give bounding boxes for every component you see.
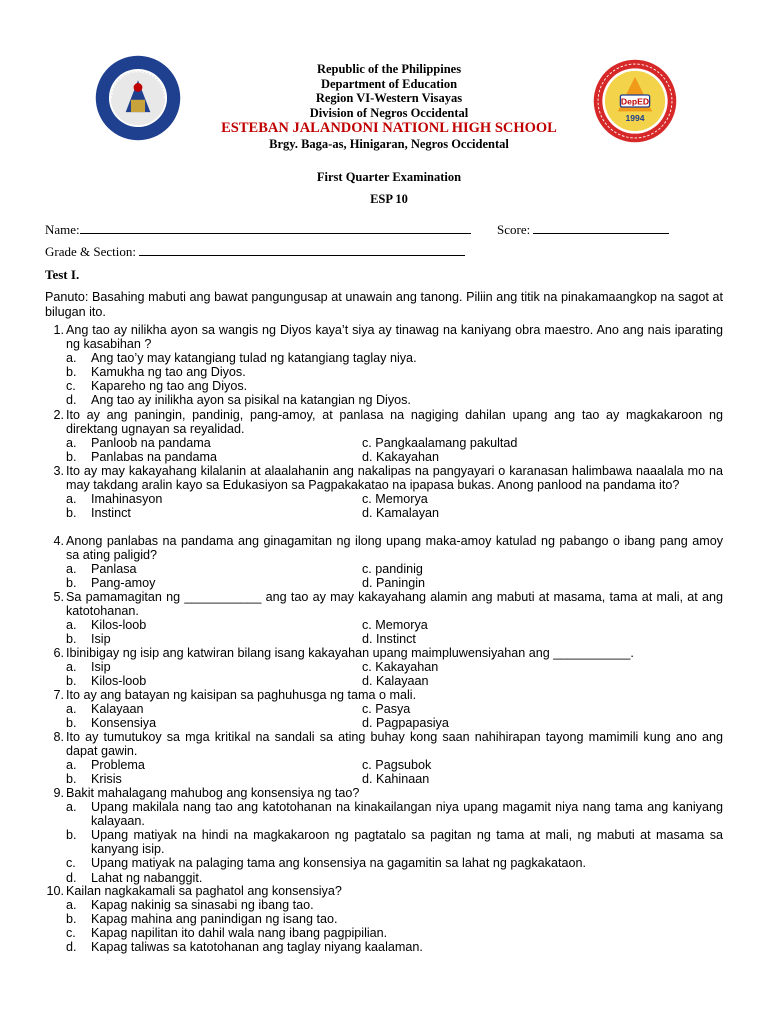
question-text: Anong panlabas na pandama ang ginagamitan ng ilong upang maka-amoy katulad ng pabango o ibang pang amoy sa ating paligid? [66,534,723,563]
choice-text: Problema [91,758,145,773]
choice-d[interactable] [66,393,723,407]
question-text: Ito ay ang paningin, pandinig, pang-amoy, at panlasa na nagiging dahilan upang ang tao ay magkakaroon ng direktang ugnayan sa reyalidad. [66,408,723,437]
choice-text: Instinct [91,506,131,521]
question-9 [53,786,723,885]
choice-letter: b. [66,772,77,787]
choice-text: Kalayaan [91,702,144,717]
choice-text: Kamalayan [376,506,440,521]
choice-text: Isip [91,632,111,647]
choice-text: Kapag napilitan ito dahil wala nang ibang pagpipilian. [91,926,388,941]
choice-letter: b. [66,506,77,521]
choice-text: Pangkaalamang pakultad [375,436,518,451]
question-4 [53,534,723,591]
choice-text: Kamukha ng tao ang Diyos. [91,365,246,380]
choice-a[interactable] [66,618,146,632]
choice-text: Pagpapasiya [376,716,449,731]
choice-letter: d. [362,506,373,521]
choice-b[interactable] [66,828,723,856]
region-line: Region VI-Western Visayas [315,91,463,105]
choice-text: Imahinasyon [91,492,163,507]
division-line: Division of Negros Occidental [309,105,469,120]
choice-text: Krisis [91,772,122,787]
choice-b[interactable] [66,716,156,730]
choice-text: Kakayahan [375,660,439,675]
choice-letter: a. [66,898,77,913]
choice-text: Pang-amoy [91,576,156,591]
choice-letter: a. [66,660,77,675]
choice-a[interactable] [66,436,211,450]
choice-c[interactable] [362,758,431,772]
choice-letter: d. [66,393,77,408]
name-label: Name: [45,222,80,237]
choice-text: Ang tao ay inilikha ayon sa pisikal na katangian ng Diyos. [91,393,411,408]
question-text: Bakit mahalagang mahubog ang konsensiya ng tao? [66,786,360,800]
grade-section-label: Grade & Section: [45,244,136,259]
school-seal-center-text: DepED [620,96,650,107]
question-number: 5. [53,590,64,604]
choice-a[interactable] [66,758,145,772]
choice-a[interactable] [66,351,723,365]
choice-text: Ang tao’y may katangiang tulad ng katangiang taglay niya. [91,351,417,366]
question-number: 8. [53,730,64,744]
choice-letter: d. [362,576,373,591]
choice-b[interactable] [66,772,122,786]
question-text: Ito ay ang batayan ng kaisipan sa paghuhusga ng tama o mali. [66,688,417,702]
question-number: 4. [53,534,64,548]
choice-text: Kapag mahina ang panindigan ng isang tao. [91,912,338,927]
choice-letter: b. [66,674,77,689]
choice-a[interactable] [66,660,111,674]
question-number: 2. [53,408,64,422]
exam-title: First Quarter Examination [316,170,462,184]
choice-text: Pasya [375,702,411,717]
choice-letter: d. [362,632,373,647]
question-number: 3. [53,464,64,478]
choice-letter: a. [66,800,77,815]
choice-text: Kalayaan [376,674,429,689]
choice-text: Upang matiyak na palaging tama ang konsensiya na gagamitin sa lahat ng pagkakataon. [91,856,586,871]
choice-c[interactable] [66,856,723,870]
school-seal-year: 1994 [625,112,645,123]
question-3 [53,464,723,521]
choice-a[interactable] [66,898,723,912]
choice-text: Instinct [376,632,416,647]
choice-d[interactable] [362,632,416,646]
choice-b[interactable] [66,450,217,464]
choice-letter: d. [362,450,373,465]
choice-c[interactable] [362,702,410,716]
grade-section-blank [139,244,465,256]
choice-c[interactable] [362,436,517,450]
choice-text: Memorya [375,618,428,633]
choice-c[interactable] [362,618,428,632]
choice-b[interactable] [66,576,155,590]
choice-letter: b. [66,450,77,465]
choice-letter: c. [66,856,76,871]
question-number: 6. [53,646,64,660]
choice-text: Kapag nakinig sa sinasabi ng ibang tao. [91,898,314,913]
choice-d[interactable] [362,716,449,730]
choice-letter: d. [66,870,77,885]
question-1 [53,323,723,408]
school-address: Brgy. Baga-as, Hinigaran, Negros Occidental [269,137,509,151]
grade-section-field [45,244,465,260]
choice-letter: a. [66,351,77,366]
question-number: 10. [46,884,64,898]
question-text: Ang tao ay nilikha ayon sa wangis ng Diyos kaya’t siya ay tinawag na kaniyang obra maestro. Ano ang nais iparating ng kasabihan ? [66,323,723,352]
choice-c[interactable] [362,660,438,674]
test-heading: Test I. [45,267,80,282]
choice-text: Isip [91,660,111,675]
choice-b[interactable] [66,632,111,646]
question-text: Kailan nagkakamali sa paghatol ang konsensiya? [66,884,342,898]
choice-c[interactable] [66,926,723,940]
choice-text: Kakayahan [376,450,440,465]
choice-letter: b. [66,576,77,591]
choice-letter: a. [66,702,77,717]
choice-a[interactable] [66,702,144,716]
choice-letter: a. [66,562,77,577]
question-text: Ito ay may kakayahang kilalanin at alaalahanin ang nakalipas na pangyayari o karanasan halimbawa naaalala mo na may takdang aralin kayo sa Edukasiyon sa Pagpakakatao na ipapasa bukas. Anong panlood na pandama ito? [66,464,723,493]
choice-text: Paningin [376,576,426,591]
choice-a[interactable] [66,562,137,576]
choice-letter: b. [66,828,77,843]
instructions: Panuto: Basahing mabuti ang bawat pangungusap at unawain ang tanong. Piliin ang titik na pinakamaangkop na sagot at bilugan ito. [45,290,723,319]
choice-b[interactable] [66,506,131,520]
choice-letter: b. [66,912,77,927]
choice-letter: c. [362,702,372,717]
choice-text: Panloob na pandama [91,436,211,451]
score-label: Score: [497,222,531,237]
question-text: Sa pamamagitan ng ___________ ang tao ay may kakayahang alamin ang mabuti at masama, tama at mali, at ang katotohanan. [66,590,723,619]
choice-text: Panlasa [91,562,137,577]
choice-text: Pagsubok [375,758,432,773]
question-text: Ito ay tumutukoy sa mga kritikal na sandali sa ating buhay kong saan nahihirapan tayong mamimili kung ano ang dapat gawin. [66,730,723,759]
choice-c[interactable] [362,492,428,506]
name-field [45,222,471,238]
choice-letter: c. [66,926,76,941]
choice-d[interactable] [362,576,425,590]
choice-text: Kahinaan [376,772,430,787]
choice-text: Panlabas na pandama [91,450,218,465]
choice-a[interactable] [66,492,162,506]
choice-d[interactable] [362,674,429,688]
choice-letter: c. [362,492,372,507]
republic-line: Republic of the Philippines [316,62,462,76]
choice-b[interactable] [66,912,723,926]
choice-text: Kilos-loob [91,618,147,633]
choice-text: Kapareho ng tao ang Diyos. [91,379,248,394]
name-blank [80,222,471,234]
choice-letter: a. [66,436,77,451]
choice-d[interactable] [362,506,439,520]
question-text: Ibinibigay ng isip ang katwiran bilang isang kakayahan upang maimpluwensiyahan ang ___________. [66,646,634,660]
choice-letter: b. [66,632,77,647]
choice-letter: d. [362,674,373,689]
choice-letter: c. [362,758,372,773]
choice-letter: c. [362,562,372,577]
choice-c[interactable] [66,379,723,393]
exam-subject: ESP 10 [370,192,408,206]
choice-text: Kapag taliwas sa katotohanan ang taglay niyang kaalaman. [91,940,423,955]
score-field [497,222,669,238]
question-7 [53,688,723,731]
choice-text: Konsensiya [91,716,157,731]
department-line: Department of Education [320,76,458,91]
choice-letter: b. [66,716,77,731]
choice-letter: d. [362,772,373,787]
choice-letter: a. [66,492,77,507]
choice-text: Lahat ng nabanggit. [91,870,203,885]
choice-letter: c. [362,436,372,451]
choice-letter: c. [362,660,372,675]
choice-letter: a. [66,618,77,633]
question-6 [53,646,723,689]
choice-letter: b. [66,365,77,380]
question-8 [53,730,723,787]
choice-text: Kilos-loob [91,674,147,689]
choice-d[interactable] [66,940,723,954]
school-name: ESTEBAN JALANDONI NATIONL HIGH SCHOOL [221,120,557,136]
choice-letter: d. [66,940,77,955]
choice-a[interactable] [66,800,723,828]
question-2 [53,408,723,465]
question-5 [53,590,723,647]
choice-letter: c. [362,618,372,633]
choice-b[interactable] [66,365,723,379]
choice-text: Memorya [375,492,428,507]
choice-text: pandinig [375,562,423,577]
choice-d[interactable] [66,871,723,885]
choice-letter: d. [362,716,373,731]
choice-letter: a. [66,758,77,773]
choice-text: Upang matiyak na hindi na magkakaroon ng pagtatalo sa pagitan ng tama at mali, ng mabuti at masama sa kanyang isip. [91,828,723,857]
choice-letter: c. [66,379,76,394]
choice-d[interactable] [362,772,429,786]
choice-text: Upang makilala nang tao ang katotohanan na kinakailangan niya upang magamit niya nang tama ang kaniyang kalayaan. [91,800,723,829]
score-blank [533,222,669,234]
question-number: 1. [53,323,64,337]
question-number: 9. [53,786,64,800]
letterhead [150,62,628,152]
question-number: 7. [53,688,64,702]
choice-d[interactable] [362,450,439,464]
choice-c[interactable] [362,562,423,576]
choice-b[interactable] [66,674,146,688]
question-10 [46,884,723,955]
